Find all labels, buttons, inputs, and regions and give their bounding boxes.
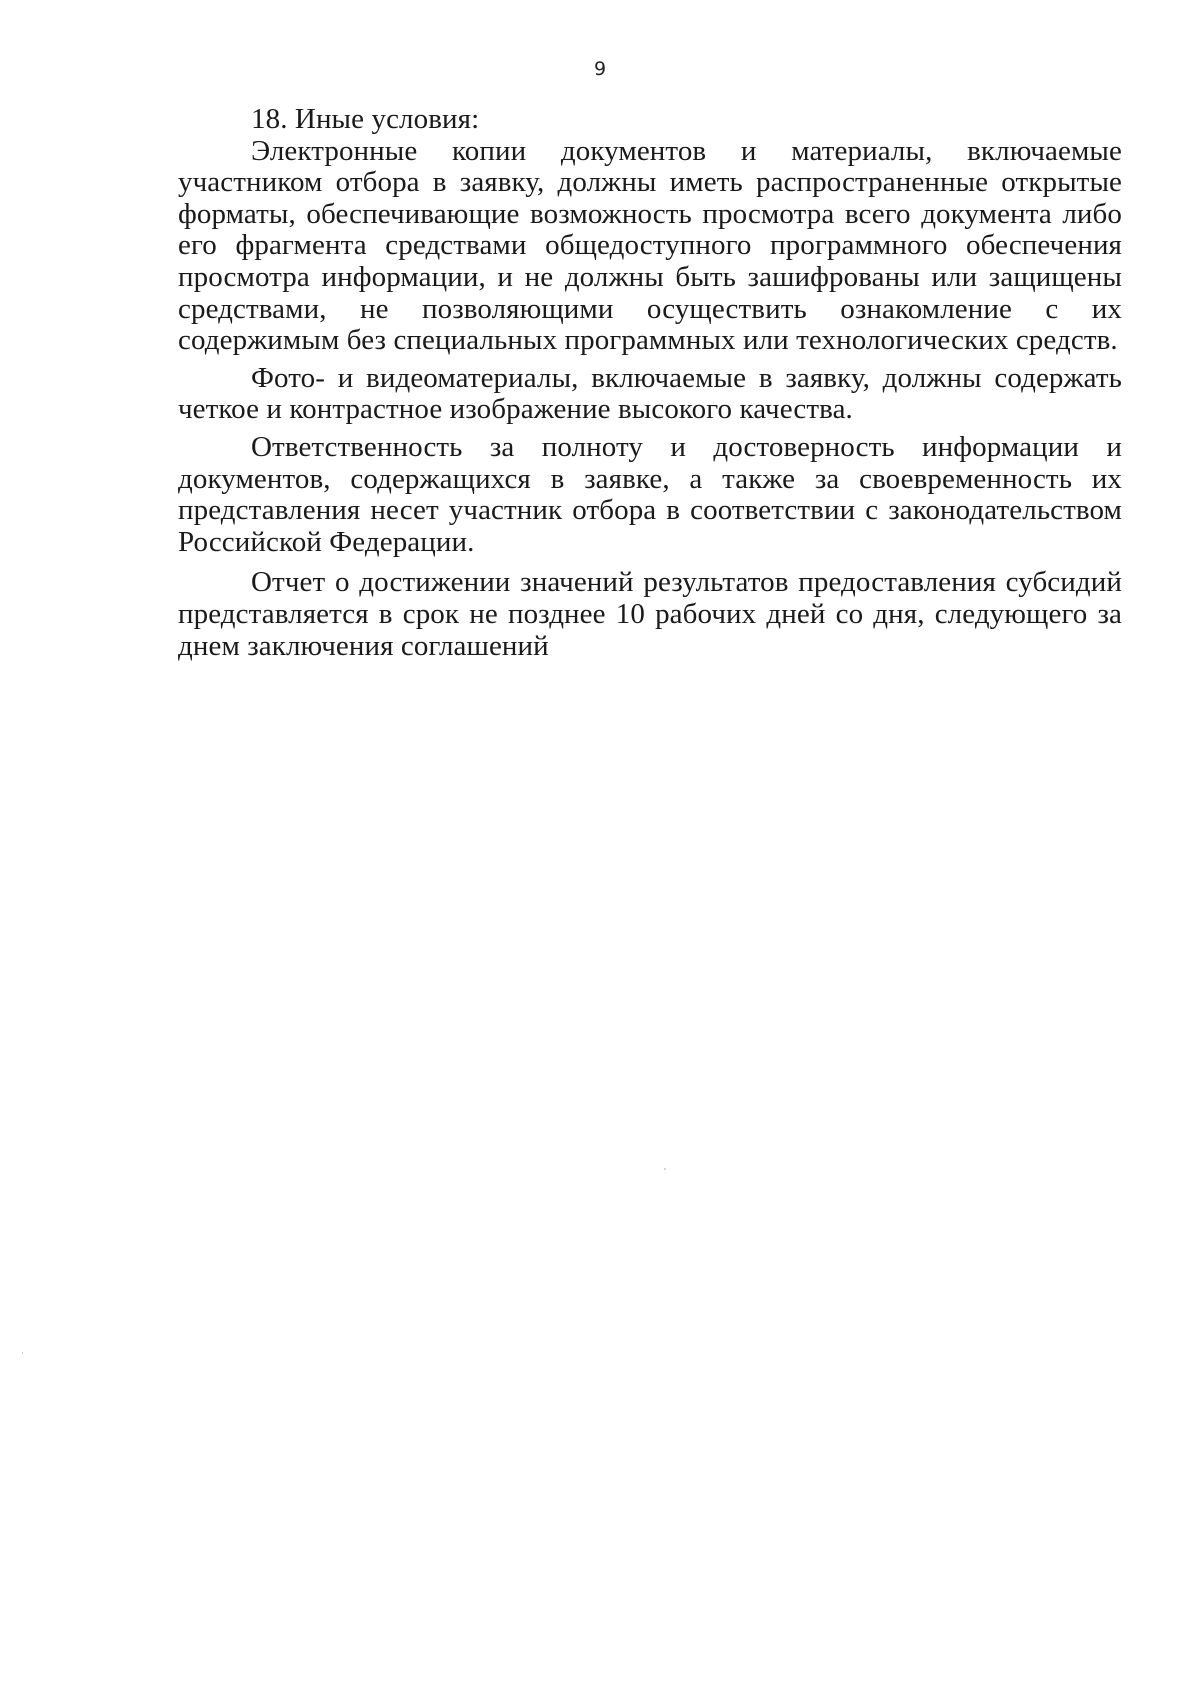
paragraph-responsibility: Ответственность за полноту и достоверность информации и документов, содержащихся в заявке, а также за своевременность их представления несет участник отбора в соответствии с законодательством Российской Федерации. <box>178 430 1122 558</box>
paragraph-electronic-copies: Электронные копии документов и материалы, включаемые участником отбора в заявку, должны иметь распространенные открытые форматы, обеспечивающие возможность просмотра всего документа либо его фрагмента средствами общедоступного программного обеспечения просмотра информации, и не должны быть зашифрованы или защищены средствами, не позволяющими осуществить ознакомление с их содержимым без специальных программных или технологических средств. <box>178 134 1122 357</box>
paragraph-photo-video: Фото- и видеоматериалы, включаемые в заявку, должны содержать четкое и контрастное изображение высокого качества. <box>178 361 1122 426</box>
scan-speck <box>664 1168 666 1170</box>
paragraph-report: Отчет о достижении значений результатов предоставления субсидий представляется в срок не позднее 10 рабочих дней со дня, следующего за днем заключения соглашений <box>178 566 1122 662</box>
page-number: 9 <box>593 58 607 80</box>
document-body <box>178 104 1122 662</box>
scan-speck <box>22 1352 23 1354</box>
section-heading: 18. Иные условия: <box>251 103 480 135</box>
